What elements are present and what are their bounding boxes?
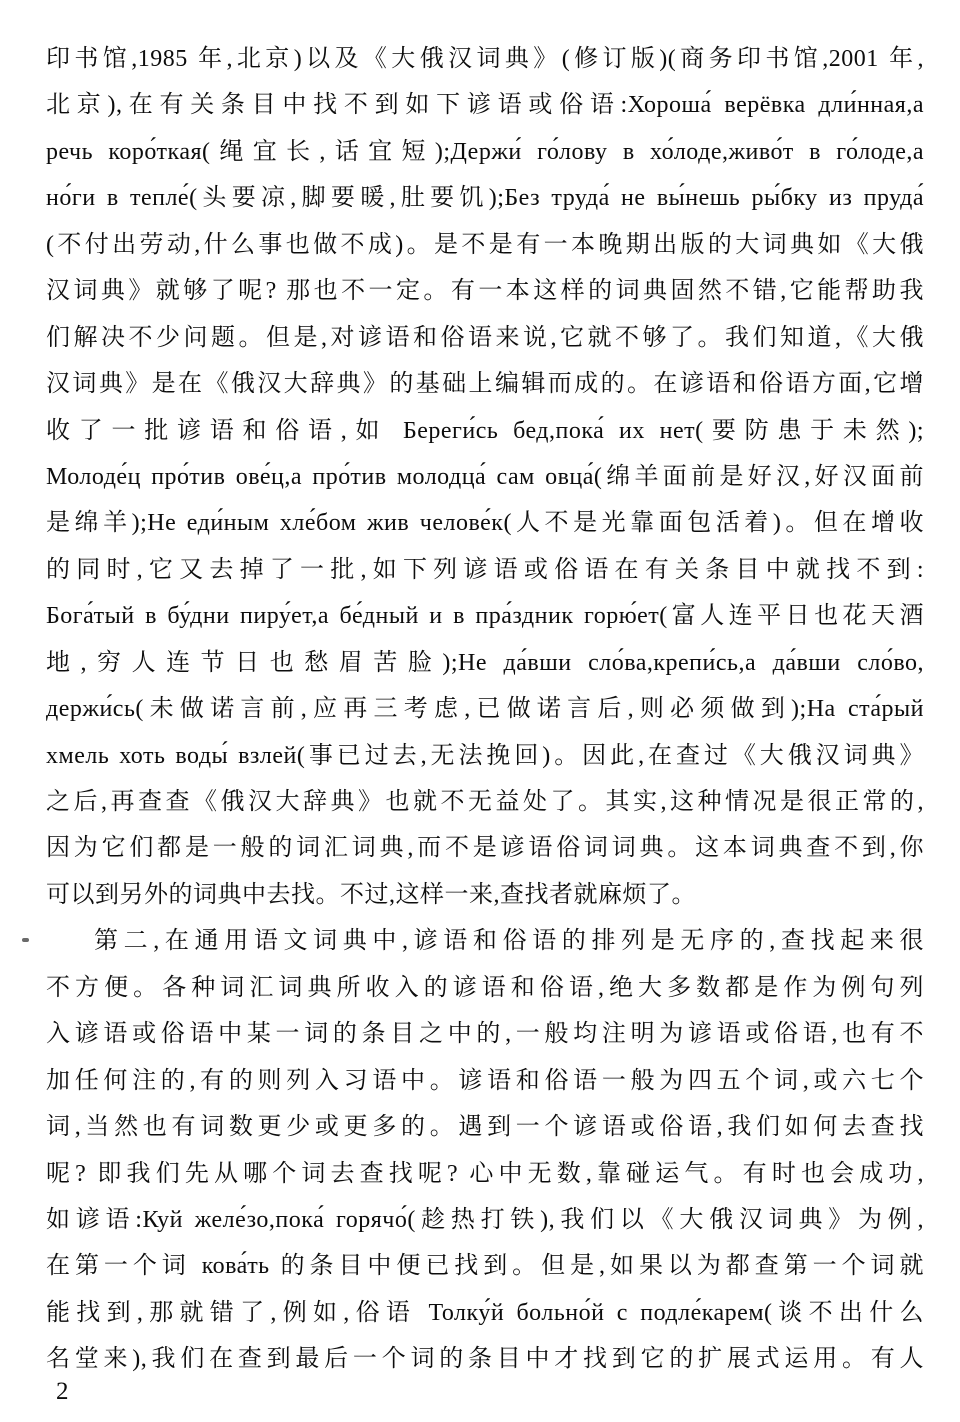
- scan-speck: [22, 938, 29, 942]
- text-line: 在第一个词 кова́ть 的条目中便已找到。但是,如果以为都查第一个词就: [46, 1253, 924, 1280]
- text-line: 汉词典》是在《俄汉大辞典》的基础上编辑而成的。在谚语和俗语方面,它增: [46, 371, 924, 398]
- text-line: 第二,在通用语文词典中,谚语和俗语的排列是无序的,查找起来很: [94, 928, 924, 955]
- text-line: Бога́тый в бу́дни пиру́ет,а бе́дный и в пра́здник горю́ет(富人连平日也花天酒: [46, 603, 924, 630]
- text-line: 可以到另外的词典中去找。不过,这样一来,查找者就麻烦了。: [46, 881, 696, 908]
- text-line: но́ги в тепле́(头要凉,脚要暖,肚要饥);Без труда́ не вы́нешь ры́бку из пруда́: [46, 185, 924, 212]
- text-block: [46, 36, 924, 1383]
- text-line: 汉词典》就够了呢? 那也不一定。有一本这样的词典固然不错,它能帮助我: [46, 278, 924, 305]
- text-line: 名堂来),我们在查到最后一个词的条目中才找到它的扩展式运用。有人: [46, 1346, 924, 1373]
- text-line: 因为它们都是一般的词汇词典,而不是谚语俗词词典。这本词典查不到,你: [46, 835, 924, 862]
- text-line: 词,当然也有词数更少或更多的。遇到一个谚语或俗语,我们如何去查找: [46, 1114, 924, 1141]
- text-line: 收了一批谚语和俗语,如 Береги́сь бед,пока́ их нет(要防患于未然);: [46, 417, 924, 444]
- text-line: держи́сь(未做诺言前,应再三考虑,已做诺言后,则必须做到);На ста́рый: [46, 696, 924, 723]
- text-line: хмель хоть воды́ взлей(事已过去,无法挽回)。因此,在查过《大俄汉词典》: [46, 742, 924, 769]
- text-line: 地,穷人连节日也愁眉苦脸);Не да́вши сло́ва,крепи́сь,а да́вши сло́во,: [46, 649, 924, 676]
- text-line: 如谚语:Куй желе́зо,пока́ горячо́(趁热打铁),我们以《大俄汉词典》为例,: [46, 1206, 924, 1233]
- text-line: 入谚语或俗语中某一词的条目之中的,一般均注明为谚语或俗语,也有不: [46, 1021, 924, 1048]
- text-line: 加任何注的,有的则列入习语中。谚语和俗语一般为四五个词,或六七个: [46, 1067, 924, 1094]
- text-line: 呢? 即我们先从哪个词去查找呢? 心中无数,靠碰运气。有时也会成功,: [46, 1160, 924, 1187]
- text-line: 能找到,那就错了,例如,俗语 Толку́й больно́й с подле́карем(谈不出什么: [46, 1299, 924, 1326]
- text-line: речь коро́ткая(绳宜长,话宜短);Держи́ го́лову в хо́лоде,живо́т в го́лоде,а: [46, 138, 924, 165]
- text-line: 是绵羊);Не еди́ным хле́бом жив челове́к(人不是光靠面包活着)。但在增收: [46, 510, 924, 537]
- text-line: Молоде́ц про́тив ове́ц,а про́тив молодца́ сам овца́(绵羊面前是好汉,好汉面前: [46, 463, 924, 490]
- text-line: (不付出劳动,什么事也做不成)。是不是有一本晚期出版的大词典如《大俄: [46, 231, 924, 258]
- text-line: 之后,再查查《俄汉大辞典》也就不无益处了。其实,这种情况是很正常的,: [46, 789, 924, 815]
- text-line: 印书馆,1985 年,北京)以及《大俄汉词典》(修订版)(商务印书馆,2001 年,: [46, 46, 924, 72]
- text-line: 北京),在有关条目中找不到如下谚语或俗语:Хороша́ верёвка дли́нная,а: [46, 92, 924, 119]
- text-line: 们解决不少问题。但是,对谚语和俗语来说,它就不够了。我们知道,《大俄: [46, 324, 924, 351]
- page-number: 2: [56, 1378, 69, 1405]
- text-line: 不方便。各种词汇词典所收入的谚语和俗语,绝大多数都是作为例句列: [46, 974, 924, 1001]
- text-line: 的同时,它又去掉了一批,如下列谚语或俗语在有关条目中就找不到:: [46, 556, 924, 583]
